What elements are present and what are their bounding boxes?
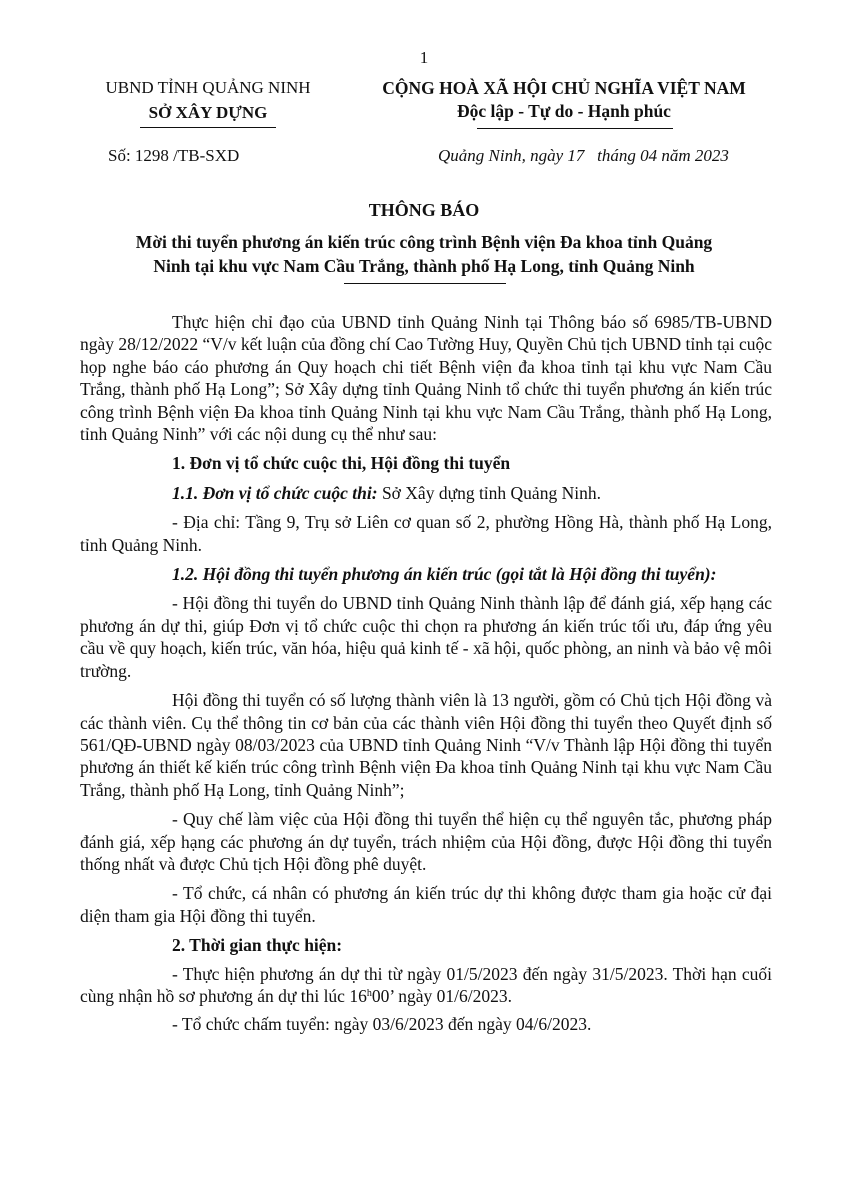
document-date: Quảng Ninh, ngày 17 tháng 04 năm 2023 [438, 146, 729, 165]
time-paragraph-1-text: - Thực hiện phương án dự thi từ ngày 01/5/2023 đến ngày 31/5/2023. Thời hạn cuối cùng nhận hồ sơ phương án dự thi lúc 16 [80, 963, 772, 1006]
section-1-heading: 1. Đơn vị tổ chức cuộc thi, Hội đồng thi tuyển [172, 453, 511, 474]
council-paragraph-1: - Hội đồng thi tuyển do UBND tỉnh Quảng Ninh thành lập để đánh giá, xếp hạng các phương án dự thi, giúp Đơn vị tổ chức cuộc thi chọn ra phương án kiến trúc tối ưu, đáp ứng yêu cầu về quy hoạch, kiến trúc, văn hóa, hiệu quả kinh tế - xã hội, quốc phòng, an ninh và bảo vệ môi trường. [80, 593, 772, 681]
title-underline [344, 283, 506, 284]
rules-paragraph: - Quy chế làm việc của Hội đồng thi tuyển thể hiện cụ thể nguyên tắc, phương pháp đánh giá, xếp hạng các phương án dự tuyển, trách nhiệm của Hội đồng, được Hội đồng thi tuyển thống nhất và được Chủ tịch Hội đồng phê duyệt. [80, 809, 772, 874]
issuer-department: SỞ XÂY DỰNG [148, 103, 268, 122]
document-body [80, 311, 772, 1043]
intro-paragraph: Thực hiện chỉ đạo của UBND tỉnh Quảng Ninh tại Thông báo số 6985/TB-UBND ngày 28/12/2022 “V/v kết luận của đồng chí Cao Tường Huy, Quyền Chủ tịch UBND tỉnh tại cuộc họp nghe báo cáo phương án Quy hoạch chi tiết Bệnh viện đa khoa tỉnh tại khu vực Nam Cầu Trắng, thành phố Hạ Long”; Sở Xây dựng tỉnh Quảng Ninh tổ chức thi tuyển phương án kiến trúc công trình Bệnh viện Đa khoa tỉnh Quảng Ninh tại khu vực Nam Cầu Trắng, thành phố Hạ Long, tỉnh Quảng Ninh” với các nội dung cụ thể như sau: [80, 312, 772, 445]
address-paragraph: - Địa chỉ: Tầng 9, Trụ sở Liên cơ quan số 2, phường Hồng Hà, thành phố Hạ Long, tỉnh Quảng Ninh. [80, 512, 772, 555]
council-paragraph-2: Hội đồng thi tuyển có số lượng thành viên là 13 người, gồm có Chủ tịch Hội đồng và các thành viên. Cụ thể thông tin cơ bản của các thành viên Hội đồng thi tuyển theo Quyết định số 561/QĐ-UBND ngày 08/03/2023 của UBND tỉnh Quảng Ninh “V/v Thành lập Hội đồng thi tuyển phương án thiết kế kiến trúc công trình Bệnh viện Đa khoa tỉnh Quảng Ninh tại khu vực Nam Cầu Trắng, thành phố Hạ Long, tỉnh Quảng Ninh”; [80, 690, 772, 800]
issuer-underline [140, 127, 276, 128]
section-1-1-text: Sở Xây dựng tỉnh Quảng Ninh. [377, 482, 601, 503]
national-motto: Độc lập - Tự do - Hạnh phúc [457, 101, 671, 121]
document-subtitle-line2: Ninh tại khu vực Nam Cầu Trắng, thành phố Hạ Long, tỉnh Quảng Ninh [153, 256, 695, 276]
document-subtitle-line1: Mời thi tuyển phương án kiến trúc công trình Bệnh viện Đa khoa tỉnh Quảng [135, 232, 713, 252]
section-1-1 [80, 482, 772, 504]
exclusion-paragraph: - Tổ chức, cá nhân có phương án kiến trúc dự thi không được tham gia hoặc cử đại diện tham gia Hội đồng thi tuyển. [80, 883, 772, 926]
section-1-2-heading: 1.2. Hội đồng thi tuyển phương án kiến trúc (gọi tắt là Hội đồng thi tuyển): [172, 564, 717, 585]
document-number: Số: 1298 /TB-SXD [108, 146, 240, 165]
motto-underline [477, 128, 673, 129]
section-1-1-label: 1.1. Đơn vị tổ chức cuộc thi: [172, 482, 378, 503]
section-2-heading: 2. Thời gian thực hiện: [172, 935, 343, 956]
time-paragraph-1 [80, 963, 772, 1008]
page-number: 1 [419, 48, 429, 67]
national-title: CỘNG HOÀ XÃ HỘI CHỦ NGHĨA VIỆT NAM [382, 78, 746, 98]
time-paragraph-2: - Tổ chức chấm tuyển: ngày 03/6/2023 đến ngày 04/6/2023. [172, 1014, 592, 1035]
document-title: THÔNG BÁO [368, 200, 480, 220]
issuer-authority: UBND TỈNH QUẢNG NINH [105, 78, 311, 97]
time-paragraph-1-end: 00’ ngày 01/6/2023. [371, 985, 512, 1006]
time-hour-superscript: h [366, 987, 372, 999]
